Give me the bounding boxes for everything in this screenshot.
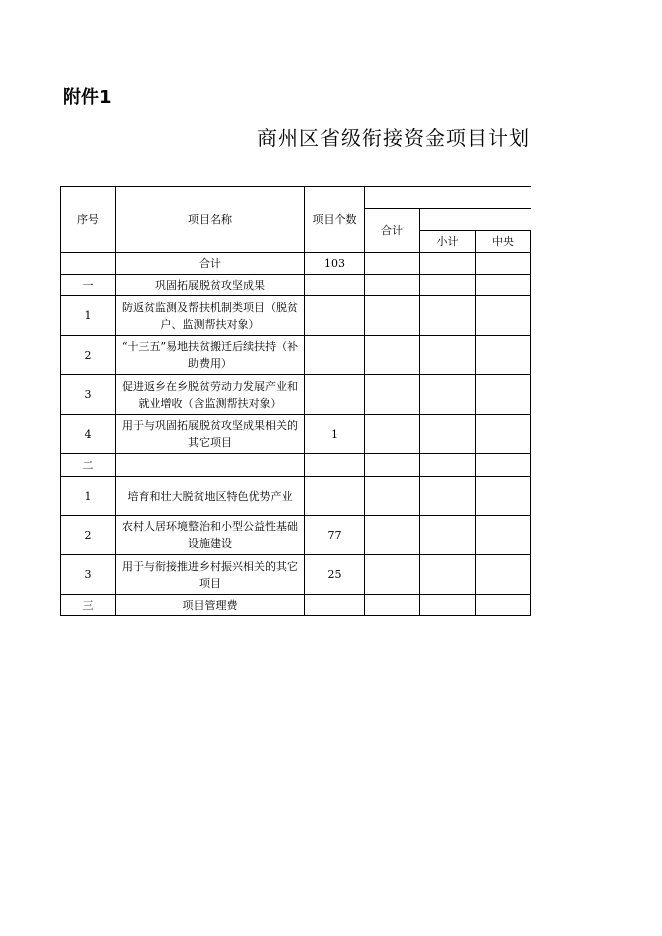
seq-cell <box>61 253 116 275</box>
seq-cell: 1 <box>61 477 116 516</box>
extra-cell <box>531 296 532 336</box>
name-cell: 农村人居环境整治和小型公益性基础设施建设 <box>116 516 305 555</box>
seq-cell: 3 <box>61 555 116 595</box>
extra-cell <box>531 275 532 296</box>
total-cell <box>365 336 420 375</box>
name-cell: 促进返乡在乡脱贫劳动力发展产业和就业增收（含监测帮扶对象） <box>116 375 305 415</box>
name-cell: “十三五”易地扶贫搬迁后续扶持（补助费用） <box>116 336 305 375</box>
table-row <box>61 275 532 296</box>
table-row <box>61 415 532 454</box>
table-row <box>61 477 532 516</box>
subtotal-cell <box>420 253 476 275</box>
name-cell: 巩固拓展脱贫攻坚成果 <box>116 275 305 296</box>
count-cell <box>305 275 365 296</box>
central-cell <box>476 296 531 336</box>
count-cell: 103 <box>305 253 365 275</box>
header-total: 合计 <box>365 209 420 253</box>
total-cell <box>365 516 420 555</box>
header-name: 项目名称 <box>116 187 305 253</box>
extra-cell <box>531 555 532 595</box>
total-cell <box>365 454 420 477</box>
subtotal-cell <box>420 454 476 477</box>
total-cell <box>365 375 420 415</box>
title-area <box>0 120 531 160</box>
table-row <box>61 555 532 595</box>
total-cell <box>365 275 420 296</box>
central-cell <box>476 375 531 415</box>
count-cell <box>305 595 365 616</box>
table-row <box>61 253 532 275</box>
table-viewport <box>60 186 531 617</box>
count-cell: 25 <box>305 555 365 595</box>
count-cell: 77 <box>305 516 365 555</box>
header-seq: 序号 <box>61 187 116 253</box>
seq-cell: 三 <box>61 595 116 616</box>
total-cell <box>365 477 420 516</box>
subtotal-cell <box>420 275 476 296</box>
central-cell <box>476 516 531 555</box>
name-cell <box>116 454 305 477</box>
central-cell <box>476 555 531 595</box>
total-cell <box>365 555 420 595</box>
page-title: 商州区省级衔接资金项目计划 <box>257 126 530 150</box>
header-row <box>61 187 532 209</box>
extra-cell <box>531 415 532 454</box>
subtotal-cell <box>420 477 476 516</box>
total-cell <box>365 415 420 454</box>
central-cell <box>476 415 531 454</box>
subtotal-cell <box>420 415 476 454</box>
count-cell <box>305 477 365 516</box>
extra-cell <box>531 595 532 616</box>
name-cell: 合计 <box>116 253 305 275</box>
seq-cell: 3 <box>61 375 116 415</box>
count-cell <box>305 454 365 477</box>
seq-cell: 4 <box>61 415 116 454</box>
total-cell <box>365 296 420 336</box>
total-cell <box>365 595 420 616</box>
header-extra <box>531 231 532 253</box>
seq-cell: 2 <box>61 516 116 555</box>
central-cell <box>476 454 531 477</box>
extra-cell <box>531 375 532 415</box>
central-cell <box>476 253 531 275</box>
table-row <box>61 296 532 336</box>
extra-cell <box>531 516 532 555</box>
subtotal-cell <box>420 336 476 375</box>
header-central: 中央 <box>476 231 531 253</box>
count-cell <box>305 336 365 375</box>
header-financial-group <box>420 209 532 231</box>
total-cell <box>365 253 420 275</box>
seq-cell: 2 <box>61 336 116 375</box>
seq-cell: 一 <box>61 275 116 296</box>
extra-cell <box>531 454 532 477</box>
subtotal-cell <box>420 516 476 555</box>
table-row <box>61 336 532 375</box>
subtotal-cell <box>420 555 476 595</box>
central-cell <box>476 477 531 516</box>
extra-cell <box>531 336 532 375</box>
count-cell: 1 <box>305 415 365 454</box>
attachment-label: 附件1 <box>63 87 112 108</box>
extra-cell <box>531 477 532 516</box>
project-plan-table <box>60 186 531 616</box>
table-row <box>61 454 532 477</box>
name-cell: 项目管理费 <box>116 595 305 616</box>
header-count: 项目个数 <box>305 187 365 253</box>
central-cell <box>476 595 531 616</box>
name-cell: 用于与巩固拓展脱贫攻坚成果相关的其它项目 <box>116 415 305 454</box>
central-cell <box>476 275 531 296</box>
name-cell: 防返贫监测及帮扶机制类项目（脱贫户、监测帮扶对象） <box>116 296 305 336</box>
subtotal-cell <box>420 296 476 336</box>
subtotal-cell <box>420 375 476 415</box>
count-cell <box>305 375 365 415</box>
header-funds-group <box>365 187 532 209</box>
table-row <box>61 375 532 415</box>
seq-cell: 二 <box>61 454 116 477</box>
seq-cell: 1 <box>61 296 116 336</box>
subtotal-cell <box>420 595 476 616</box>
name-cell: 用于与衔接推进乡村振兴相关的其它项目 <box>116 555 305 595</box>
central-cell <box>476 336 531 375</box>
table-row <box>61 595 532 616</box>
count-cell <box>305 296 365 336</box>
header-subtotal: 小计 <box>420 231 476 253</box>
name-cell: 培育和壮大脱贫地区特色优势产业 <box>116 477 305 516</box>
extra-cell <box>531 253 532 275</box>
table-row <box>61 516 532 555</box>
